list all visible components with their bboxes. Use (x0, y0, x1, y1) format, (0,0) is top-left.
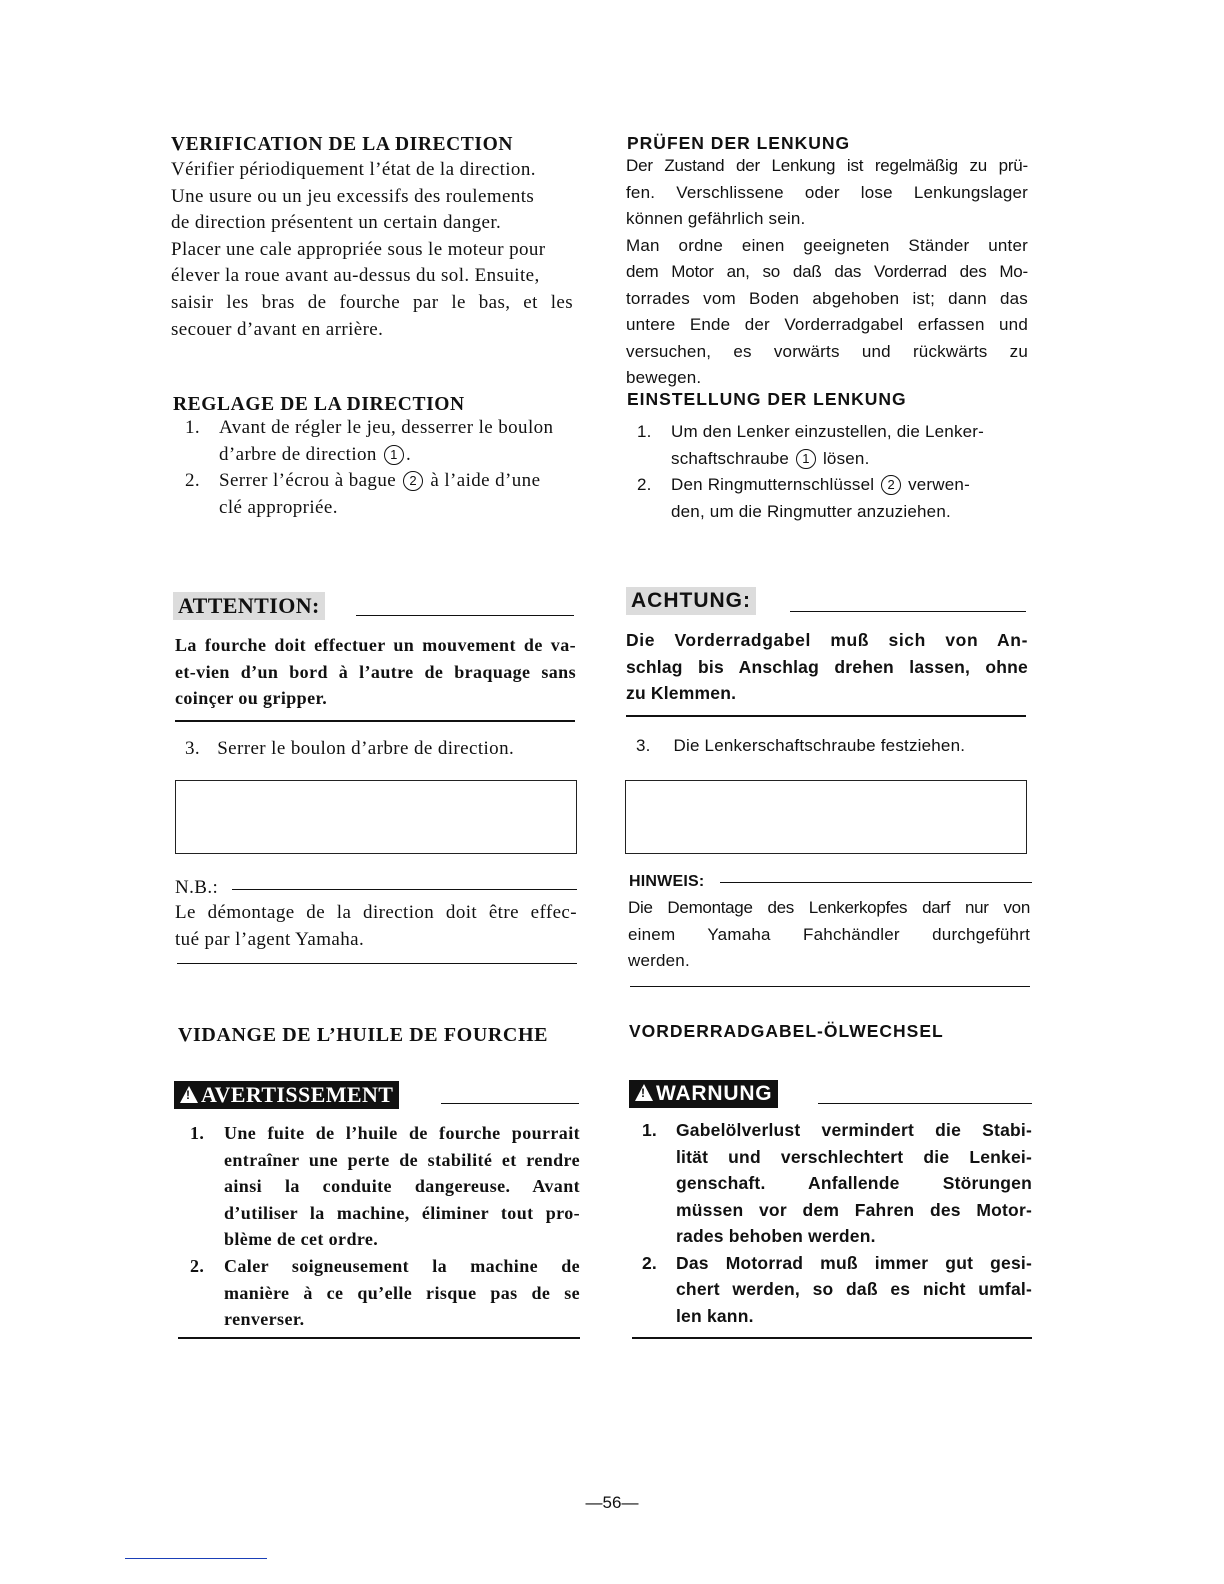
text-line: Die Lenkerschaftschraube festziehen. (673, 736, 966, 755)
text-line: saisir les bras de fourche par le bas, et les (171, 291, 573, 313)
text-line: fen. Verschlissene oder lose Lenkungslager (626, 182, 1028, 202)
de-verif-paragraph (626, 153, 1028, 392)
list-item (178, 1120, 580, 1253)
fr-warning-label (174, 1081, 399, 1109)
text-line: Die Vorderradgabel muß sich von An- (626, 630, 1028, 650)
list-item (630, 1250, 1032, 1330)
de-attention-text (626, 627, 1028, 707)
warning-triangle-icon (180, 1086, 198, 1103)
divider (441, 1103, 579, 1104)
fr-nb-text (175, 900, 577, 953)
divider (790, 611, 1026, 612)
fr-attention-text (175, 632, 576, 712)
divider (356, 615, 574, 616)
text-line: Gabelölverlust vermindert die Stabi- (676, 1120, 1032, 1140)
text-line: Caler soigneusement la machine de (224, 1255, 580, 1276)
text-line: schlag bis Anschlag drehen lassen, ohne (626, 656, 1028, 677)
de-reglage-title: EINSTELLUNG DER LENKUNG (627, 389, 907, 409)
text-line: Die Demontage des Lenkerkopfes darf nur von (628, 898, 1030, 917)
item-number: 1. (185, 417, 201, 438)
text-line: genschaft. Anfallende Störungen (676, 1173, 1032, 1193)
text-line: blème de cet ordre. (224, 1229, 379, 1250)
footnote-divider (125, 1558, 267, 1559)
divider (626, 715, 1026, 717)
de-warning-label (629, 1080, 778, 1108)
text-line: schaftschraube (671, 448, 795, 468)
fr-nb-label: N.B.: (175, 877, 219, 898)
page-number: —56— (585, 1493, 639, 1512)
item-number: 2. (637, 475, 652, 494)
text-line: Une usure ou un jeu excessifs des roulements (171, 185, 535, 207)
text-line: élever la roue avant au-dessus du sol. Ensuite, (171, 265, 540, 287)
de-nb-text (628, 895, 1030, 975)
list-item (178, 1253, 580, 1333)
text-line: können gefährlich sein. (626, 209, 806, 228)
de-step-3 (636, 733, 965, 760)
text-line: Serrer le boulon d’arbre de direction. (217, 738, 515, 759)
de-nb-label: HINWEIS: (629, 873, 705, 890)
text-line: Une fuite de l’huile de fourche pourrait (224, 1123, 580, 1143)
text-line: renverser. (224, 1309, 305, 1330)
text-line: et-vien d’un bord à l’autre de braquage sans (175, 661, 576, 682)
fr-reglage-list (173, 415, 593, 521)
text-line: secouer d’avant en arrière. (171, 318, 384, 340)
divider (818, 1103, 1032, 1104)
text-line: clé appropriée. (219, 496, 338, 518)
fr-verif-paragraph (171, 157, 573, 343)
text-line: den, um die Ringmutter anzuziehen. (671, 501, 951, 521)
text-line: d’arbre de direction (219, 443, 382, 465)
fr-step-3 (185, 736, 514, 763)
text-line: untere Ende der Vorderradgabel erfassen und (626, 315, 1028, 334)
item-number: 2. (642, 1252, 657, 1273)
text-line: Vérifier périodiquement l’état de la direction. (171, 159, 536, 180)
text-line: ainsi la conduite dangereuse. Avant (224, 1176, 580, 1197)
fr-vidange-title: VIDANGE DE L’HUILE DE FOURCHE (178, 1024, 549, 1046)
de-vidange-title: VORDERRADGABEL-ÖLWECHSEL (629, 1021, 944, 1041)
text-line: Le démontage de la direction doit être effec- (175, 902, 577, 923)
list-item (630, 1117, 1032, 1250)
item-number: 1. (190, 1123, 205, 1143)
text-line: versuchen, es vorwärts und rückwärts zu (626, 341, 1028, 361)
item-number: 3. (185, 738, 201, 759)
warning-triangle-icon (635, 1084, 653, 1101)
text-line: Avant de régler le jeu, desserrer le boulon (219, 417, 554, 438)
item-number: 2. (190, 1255, 205, 1276)
text-line: müssen vor dem Fahren des Motor- (676, 1199, 1032, 1220)
text-line: len kann. (676, 1305, 754, 1326)
divider (630, 986, 1030, 987)
text-line: tué par l’agent Yamaha. (175, 928, 365, 950)
de-warning-list (630, 1117, 1032, 1329)
text-line: Um den Lenker einzustellen, die Lenker- (671, 422, 985, 441)
callout-1-icon: 1 (384, 445, 404, 465)
text-line: torrades vom Boden abgehoben ist; dann das (626, 288, 1028, 308)
text-line: chert werden, so daß es nicht umfal- (676, 1279, 1032, 1299)
de-reglage-list (625, 419, 1035, 525)
fr-warning-block (174, 1081, 399, 1109)
text-line: Placer une cale appropriée sous le moteur pour (171, 238, 546, 260)
text-line: Den Ringmutternschlüssel (671, 475, 880, 494)
fr-reglage-title: REGLAGE DE LA DIRECTION (173, 394, 465, 415)
text-line: lität und verschlechtert die Lenkei- (676, 1146, 1032, 1167)
callout-1-icon: 1 (796, 449, 816, 469)
de-attention-block (626, 587, 756, 615)
text-line: rades behoben werden. (676, 1226, 876, 1246)
callout-2-icon: 2 (403, 471, 423, 491)
list-item (173, 415, 593, 468)
fr-verif-title: VERIFICATION DE LA DIRECTION (171, 134, 514, 155)
item-number: 3. (636, 736, 651, 755)
fr-attention-label: ATTENTION: (173, 592, 325, 620)
text-line: entraîner une perte de stabilité et rendre (224, 1149, 580, 1170)
text-line: à l’aide d’une (425, 470, 541, 492)
fr-attention-block (173, 592, 325, 620)
text-line: de direction présentent un certain danger. (171, 212, 502, 234)
de-empty-box (625, 780, 1027, 854)
fr-warning-text: AVERTISSEMENT (201, 1082, 394, 1107)
text-line: lösen. (818, 448, 870, 468)
item-number: 1. (642, 1120, 657, 1140)
fr-warning-list (178, 1120, 580, 1333)
text-line: verwen- (903, 475, 970, 494)
text-line: werden. (628, 951, 690, 970)
item-number: 1. (637, 422, 652, 441)
text-line: coinçer ou gripper. (175, 688, 328, 709)
text-line: manière à ce qu’elle risque pas de se (224, 1282, 580, 1303)
text-line: d’utiliser la machine, éliminer tout pro- (224, 1202, 580, 1223)
de-warning-block (629, 1080, 778, 1108)
item-number: 2. (185, 470, 201, 492)
text-line: bewegen. (626, 368, 702, 387)
text-line: . (405, 443, 412, 465)
text-line: zu Klemmen. (626, 683, 737, 703)
list-item (173, 468, 593, 521)
list-item (625, 419, 1035, 472)
text-line: einem Yamaha Fahchändler durchgeführt (628, 924, 1030, 944)
de-verif-title: PRÜFEN DER LENKUNG (627, 133, 851, 153)
text-line: La fourche doit effectuer un mouvement de va- (175, 635, 576, 655)
de-warning-text: WARNUNG (656, 1082, 773, 1105)
text-line: Der Zustand der Lenkung ist regelmäßig zu prü- (626, 156, 1028, 175)
divider (175, 720, 575, 722)
callout-2-icon: 2 (881, 475, 901, 495)
divider (177, 963, 577, 964)
list-item (625, 472, 1035, 525)
divider (720, 882, 1032, 883)
text-line: Man ordne einen geeigneten Ständer unter (626, 235, 1028, 255)
de-attention-label: ACHTUNG: (626, 587, 756, 615)
text-line: Das Motorrad muß immer gut gesi- (676, 1252, 1032, 1273)
divider (178, 1337, 580, 1339)
divider (232, 889, 577, 890)
text-line: dem Motor an, so daß das Vorderrad des Mo- (626, 262, 1028, 281)
divider (632, 1337, 1032, 1339)
fr-empty-box (175, 780, 577, 854)
text-line: Serrer l’écrou à bague (219, 470, 402, 492)
